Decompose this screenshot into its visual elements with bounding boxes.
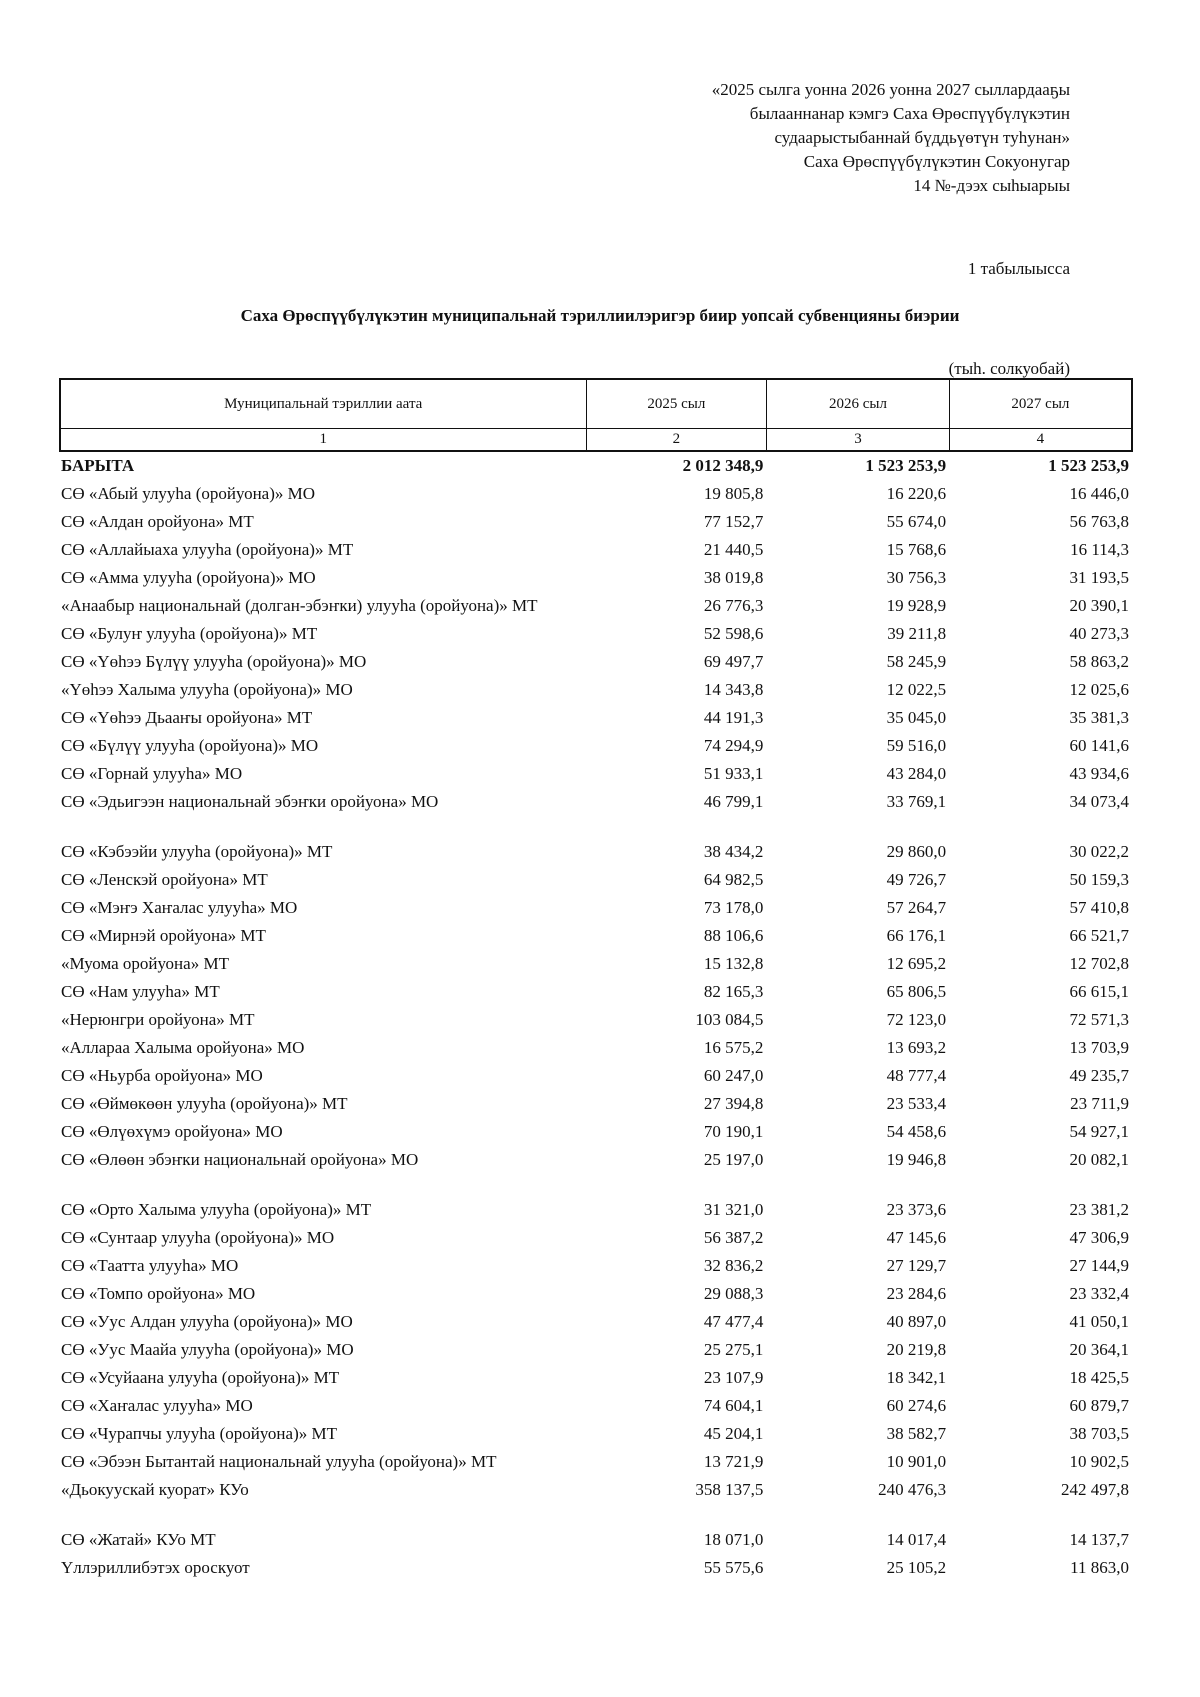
table-row — [59, 539, 1133, 567]
table-row — [59, 1311, 1133, 1339]
value-2025: 25 197,0 — [703, 1150, 764, 1169]
value-2026: 60 274,6 — [886, 1396, 947, 1415]
value-2025: 74 604,1 — [703, 1396, 764, 1415]
table-row — [59, 981, 1133, 1009]
value-2025: 16 575,2 — [703, 1038, 764, 1057]
value-2027: 14 137,7 — [1069, 1530, 1129, 1549]
municipality-name: СӨ «Өймөкөөн улууһа (оройуона)» МТ — [61, 1094, 348, 1113]
value-2026: 15 768,6 — [886, 540, 947, 559]
municipality-name: СӨ «Ленскэй оройуона» МТ — [61, 870, 268, 889]
value-2027: 34 073,4 — [1069, 792, 1129, 811]
value-2027: 13 703,9 — [1069, 1038, 1129, 1057]
value-2026: 35 045,0 — [886, 708, 947, 727]
value-2027: 27 144,9 — [1069, 1256, 1129, 1275]
municipality-name: «Дьокуускай куорат» КУо — [61, 1480, 249, 1499]
value-2027: 242 497,8 — [1061, 1480, 1129, 1499]
municipality-name: СӨ «Амма улууһа (оройуона)» МО — [61, 568, 316, 587]
value-2026: 43 284,0 — [886, 764, 947, 783]
table-row — [59, 791, 1133, 819]
municipality-name: СӨ «Өлөөн эбэҥки национальнай оройуона» МО — [61, 1150, 419, 1169]
municipality-name: СӨ «Орто Халыма улууһа (оройуона)» МТ — [61, 1200, 372, 1219]
municipality-name: СӨ «Ньурба оройуона» МО — [61, 1066, 263, 1085]
value-2026: 1 523 253,9 — [865, 456, 947, 475]
table-row — [59, 1283, 1133, 1311]
value-2025: 82 165,3 — [703, 982, 764, 1001]
value-2026: 25 105,2 — [886, 1558, 947, 1577]
table-row — [59, 651, 1133, 679]
table-row — [59, 623, 1133, 651]
table-row — [59, 679, 1133, 707]
table-row — [59, 595, 1133, 623]
table-row — [59, 819, 1133, 869]
municipality-name: «Муома оройуона» МТ — [61, 954, 229, 973]
value-2027: 60 879,7 — [1069, 1396, 1129, 1415]
value-2026: 55 674,0 — [886, 512, 947, 531]
table-row — [59, 1093, 1133, 1121]
value-2026: 20 219,8 — [886, 1340, 947, 1359]
column-header-2027: 2027 сыл — [949, 379, 1132, 429]
municipality-name: СӨ «Абый улууһа (оройуона)» МО — [61, 484, 316, 503]
value-2027: 31 193,5 — [1069, 568, 1129, 587]
value-2025: 69 497,7 — [703, 652, 764, 671]
value-2025: 23 107,9 — [703, 1368, 764, 1387]
municipality-name: СӨ «Горнай улууһа» МО — [61, 764, 243, 783]
municipality-name: СӨ «Булуҥ улууһа (оройуона)» МТ — [61, 624, 318, 643]
municipality-name: «Анаабыр национальнай (долган-эбэҥки) улууһа (оройуона)» МТ — [61, 596, 538, 615]
value-2026: 10 901,0 — [886, 1452, 947, 1471]
value-2026: 240 476,3 — [878, 1480, 947, 1499]
value-2026: 29 860,0 — [886, 842, 947, 861]
law-reference-line: «2025 сылга уонна 2026 уонна 2027 сыллардааҕы — [711, 80, 1070, 99]
column-number: 1 — [60, 429, 586, 452]
table-row — [59, 953, 1133, 981]
value-2026: 33 769,1 — [886, 792, 947, 811]
unit-label: (тыһ. солкуобай) — [948, 359, 1070, 378]
value-2025: 56 387,2 — [703, 1228, 764, 1247]
law-reference-block — [550, 78, 1070, 198]
table-row — [59, 925, 1133, 953]
table-row — [59, 1177, 1133, 1227]
municipality-name: СӨ «Үөһээ Бүлүү улууһа (оройуона)» МО — [61, 652, 367, 671]
value-2027: 43 934,6 — [1069, 764, 1129, 783]
value-2027: 41 050,1 — [1069, 1312, 1129, 1331]
table-row — [59, 1557, 1133, 1585]
value-2025: 88 106,6 — [703, 926, 764, 945]
value-2026: 19 928,9 — [886, 596, 947, 615]
value-2025: 38 434,2 — [703, 842, 764, 861]
value-2026: 12 022,5 — [886, 680, 947, 699]
value-2025: 25 275,1 — [703, 1340, 764, 1359]
value-2026: 72 123,0 — [886, 1010, 947, 1029]
municipality-name: СӨ «Мирнэй оройуона» МТ — [61, 926, 266, 945]
value-2026: 40 897,0 — [886, 1312, 947, 1331]
value-2027: 66 615,1 — [1069, 982, 1129, 1001]
column-header-2026: 2026 сыл — [767, 379, 950, 429]
value-2026: 38 582,7 — [886, 1424, 947, 1443]
municipality-name: СӨ «Таатта улууһа» МО — [61, 1256, 239, 1275]
municipality-name: СӨ «Аллайыаха улууһа (оройуона)» МТ — [61, 540, 354, 559]
table-row — [59, 1395, 1133, 1423]
municipality-name: СӨ «Өлүөхүмэ оройуона» МО — [61, 1122, 283, 1141]
value-2026: 16 220,6 — [886, 484, 947, 503]
table-row — [59, 1009, 1133, 1037]
value-2025: 2 012 348,9 — [682, 456, 764, 475]
value-2027: 57 410,8 — [1069, 898, 1129, 917]
value-2025: 19 805,8 — [703, 484, 764, 503]
municipality-name: СӨ «Бүлүү улууһа (оройуона)» МО — [61, 736, 319, 755]
value-2025: 14 343,8 — [703, 680, 764, 699]
value-2027: 35 381,3 — [1069, 708, 1129, 727]
value-2027: 56 763,8 — [1069, 512, 1129, 531]
municipality-name: СӨ «Томпо оройуона» МО — [61, 1284, 256, 1303]
municipality-name: СӨ «Нам улууһа» МТ — [61, 982, 220, 1001]
table-row — [59, 897, 1133, 925]
law-reference-line: былааннанар кэмгэ Саха Өрөспүүбүлүкэтин — [749, 104, 1070, 123]
value-2025: 73 178,0 — [703, 898, 764, 917]
table-row — [59, 511, 1133, 539]
value-2027: 54 927,1 — [1069, 1122, 1129, 1141]
table-row — [59, 1479, 1133, 1507]
law-reference-line: 14 №-дээх сыһыарыы — [913, 176, 1070, 195]
value-2027: 66 521,7 — [1069, 926, 1129, 945]
column-number: 3 — [767, 429, 950, 452]
table-row — [59, 869, 1133, 897]
total-row — [59, 455, 1133, 483]
value-2027: 20 364,1 — [1069, 1340, 1129, 1359]
value-2027: 23 332,4 — [1069, 1284, 1129, 1303]
table-row — [59, 1227, 1133, 1255]
municipality-name: СӨ «Эдьигээн национальнай эбэҥки оройуона» МО — [61, 792, 439, 811]
municipality-name: СӨ «Уус Алдан улууһа (оройуона)» МО — [61, 1312, 353, 1331]
municipality-name: БАРЫТА — [61, 456, 135, 475]
table-header — [59, 378, 1133, 452]
table-row — [59, 735, 1133, 763]
value-2026: 27 129,7 — [886, 1256, 947, 1275]
table-row — [59, 1339, 1133, 1367]
value-2025: 74 294,9 — [703, 736, 764, 755]
value-2025: 27 394,8 — [703, 1094, 764, 1113]
value-2025: 77 152,7 — [703, 512, 764, 531]
value-2026: 23 284,6 — [886, 1284, 947, 1303]
municipality-name: Үллэриллибэтэх ороскуот — [61, 1558, 250, 1577]
value-2027: 18 425,5 — [1069, 1368, 1129, 1387]
value-2027: 50 159,3 — [1069, 870, 1129, 889]
table-number: 1 табылыысса — [967, 259, 1070, 278]
value-2026: 39 211,8 — [887, 624, 947, 643]
value-2025: 21 440,5 — [703, 540, 764, 559]
value-2026: 58 245,9 — [886, 652, 947, 671]
value-2027: 12 702,8 — [1069, 954, 1129, 973]
value-2027: 16 114,3 — [1070, 540, 1129, 559]
value-2027: 23 711,9 — [1070, 1094, 1129, 1113]
value-2027: 20 390,1 — [1069, 596, 1129, 615]
value-2025: 15 132,8 — [703, 954, 764, 973]
table-row — [59, 707, 1133, 735]
value-2025: 52 598,6 — [703, 624, 764, 643]
value-2027: 23 381,2 — [1069, 1200, 1129, 1219]
law-reference-line: судаарыстыбаннай бүддьүөтүн туһунан» — [774, 128, 1070, 147]
municipality-name: СӨ «Сунтаар улууһа (оройуона)» МО — [61, 1228, 335, 1247]
value-2026: 49 726,7 — [886, 870, 947, 889]
municipality-name: «Нерюнгри оройуона» МТ — [61, 1010, 255, 1029]
value-2026: 13 693,2 — [886, 1038, 947, 1057]
table-row — [59, 1149, 1133, 1177]
municipality-name: СӨ «Эбээн Бытантай национальнай улууһа (оройуона)» МТ — [61, 1452, 497, 1471]
table-row — [59, 1255, 1133, 1283]
municipality-name: СӨ «Хаҥалас улууһа» МО — [61, 1396, 253, 1415]
value-2026: 23 373,6 — [886, 1200, 947, 1219]
law-reference-line: Саха Өрөспүүбүлүкэтин Сокуонугар — [803, 152, 1070, 171]
value-2025: 32 836,2 — [703, 1256, 764, 1275]
value-2027: 30 022,2 — [1069, 842, 1129, 861]
value-2025: 26 776,3 — [703, 596, 764, 615]
value-2027: 72 571,3 — [1069, 1010, 1129, 1029]
value-2025: 358 137,5 — [695, 1480, 764, 1499]
value-2026: 65 806,5 — [886, 982, 947, 1001]
value-2027: 10 902,5 — [1069, 1452, 1129, 1471]
value-2026: 18 342,1 — [886, 1368, 947, 1387]
value-2027: 16 446,0 — [1069, 484, 1129, 503]
value-2027: 49 235,7 — [1069, 1066, 1129, 1085]
table-row — [59, 1423, 1133, 1451]
municipality-name: СӨ «Усуйаана улууһа (оройуона)» МТ — [61, 1368, 340, 1387]
value-2027: 38 703,5 — [1069, 1424, 1129, 1443]
value-2025: 29 088,3 — [703, 1284, 764, 1303]
table-row — [59, 1037, 1133, 1065]
municipality-name: СӨ «Үөһээ Дьааҥы оройуона» МТ — [61, 708, 313, 727]
value-2026: 47 145,6 — [886, 1228, 947, 1247]
document-title: Саха Өрөспүүбүлүкэтин муниципальнай тэриллиилэригэр биир уопсай субвенцияны биэрии — [240, 306, 960, 325]
value-2027: 12 025,6 — [1069, 680, 1129, 699]
municipality-name: СӨ «Чурапчы улууһа (оройуона)» МТ — [61, 1424, 337, 1443]
municipality-name: «Үөһээ Халыма улууһа (оройуона)» МО — [61, 680, 353, 699]
value-2025: 103 084,5 — [695, 1010, 764, 1029]
value-2025: 46 799,1 — [703, 792, 764, 811]
value-2025: 47 477,4 — [703, 1312, 764, 1331]
value-2026: 14 017,4 — [886, 1530, 947, 1549]
value-2025: 38 019,8 — [703, 568, 764, 587]
value-2026: 54 458,6 — [886, 1122, 947, 1141]
value-2026: 57 264,7 — [886, 898, 947, 917]
value-2027: 58 863,2 — [1069, 652, 1129, 671]
municipality-name: СӨ «Уус Маайа улууһа (оройуона)» МО — [61, 1340, 354, 1359]
value-2027: 1 523 253,9 — [1048, 456, 1129, 475]
value-2025: 44 191,3 — [703, 708, 764, 727]
column-number: 2 — [586, 429, 767, 452]
municipality-name: «Аллараа Халыма оройуона» МО — [61, 1038, 305, 1057]
table-row — [59, 567, 1133, 595]
value-2027: 60 141,6 — [1069, 736, 1129, 755]
municipality-name: СӨ «Алдан оройуона» МТ — [61, 512, 254, 531]
table-row — [59, 1367, 1133, 1395]
table-row — [59, 1451, 1133, 1479]
value-2027: 40 273,3 — [1069, 624, 1129, 643]
value-2025: 55 575,6 — [703, 1558, 764, 1577]
column-header-2025: 2025 сыл — [586, 379, 767, 429]
value-2025: 31 321,0 — [703, 1200, 764, 1219]
value-2026: 66 176,1 — [886, 926, 947, 945]
column-number: 4 — [949, 429, 1132, 452]
table-row — [59, 483, 1133, 511]
municipality-name: СӨ «Мэҥэ Хаҥалас улууһа» МО — [61, 898, 298, 917]
subvention-table — [59, 455, 1133, 1585]
table-row — [59, 763, 1133, 791]
table-row — [59, 1065, 1133, 1093]
value-2026: 30 756,3 — [886, 568, 947, 587]
value-2026: 48 777,4 — [886, 1066, 947, 1085]
value-2027: 20 082,1 — [1069, 1150, 1129, 1169]
value-2025: 64 982,5 — [703, 870, 764, 889]
table-row — [59, 1121, 1133, 1149]
value-2026: 12 695,2 — [886, 954, 947, 973]
municipality-name: СӨ «Кэбээйи улууһа (оройуона)» МТ — [61, 842, 333, 861]
value-2025: 70 190,1 — [703, 1122, 764, 1141]
value-2025: 45 204,1 — [703, 1424, 764, 1443]
value-2026: 23 533,4 — [886, 1094, 947, 1113]
value-2025: 13 721,9 — [703, 1452, 764, 1471]
value-2025: 51 933,1 — [703, 764, 764, 783]
column-header-name: Муниципальнай тэриллии аата — [60, 379, 586, 429]
value-2026: 19 946,8 — [886, 1150, 947, 1169]
table-body — [59, 455, 1133, 1585]
value-2025: 18 071,0 — [703, 1530, 764, 1549]
value-2026: 59 516,0 — [886, 736, 947, 755]
value-2025: 60 247,0 — [703, 1066, 764, 1085]
value-2027: 11 863,0 — [1070, 1558, 1129, 1577]
value-2027: 47 306,9 — [1069, 1228, 1129, 1247]
municipality-name: СӨ «Жатай» КУо МТ — [61, 1530, 216, 1549]
table-row — [59, 1507, 1133, 1557]
